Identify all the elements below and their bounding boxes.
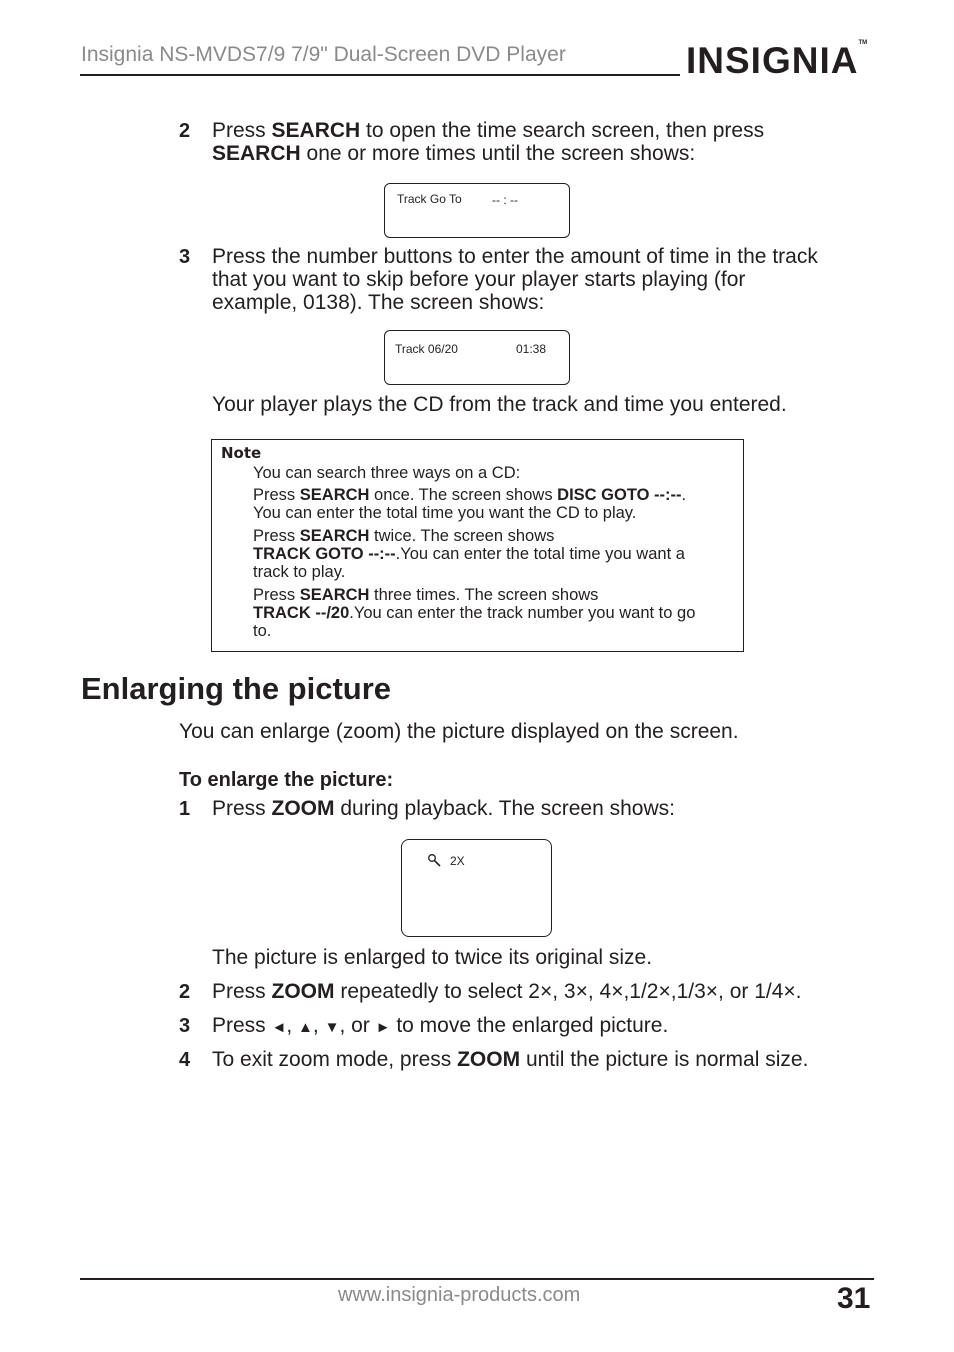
text-run: repeatedly to select 2×, 3×, 4×,1/2×,1/3×, or 1/4×. bbox=[334, 980, 802, 1003]
up-arrow-icon: ▲ bbox=[298, 1019, 313, 1036]
footer-rule bbox=[80, 1278, 874, 1280]
text-run: Press bbox=[212, 797, 272, 820]
text-run: To exit zoom mode, press bbox=[212, 1048, 458, 1071]
screen-value: -- : -- bbox=[492, 193, 518, 207]
screen-label: Track 06/20 bbox=[395, 342, 458, 356]
screen-code: TRACK GOTO --:-- bbox=[253, 545, 396, 563]
button-name: ZOOM bbox=[271, 797, 335, 820]
step-number: 2 bbox=[179, 981, 191, 1003]
text-run: Press bbox=[253, 486, 300, 504]
zoom-level: 2X bbox=[450, 854, 465, 868]
text-run: until the picture is normal size. bbox=[520, 1048, 809, 1071]
button-name: SEARCH bbox=[299, 527, 370, 545]
step-text bbox=[212, 797, 675, 820]
screen-code: TRACK --/20 bbox=[253, 604, 350, 622]
logo-trademark: TM bbox=[858, 40, 868, 46]
section-heading: Enlarging the picture bbox=[81, 671, 392, 706]
text-run: during playback. The screen shows: bbox=[334, 797, 675, 820]
header-rule bbox=[80, 74, 680, 76]
note-label: Note bbox=[221, 444, 262, 462]
step-number: 3 bbox=[179, 246, 191, 268]
text-run: to open the time search screen, then press bbox=[360, 119, 765, 142]
text-run: Press bbox=[253, 527, 300, 545]
text-run: .You can enter the track number you want to go bbox=[349, 604, 696, 622]
text-line: example, 0138). The screen shows: bbox=[212, 291, 545, 314]
text-run: once. The screen shows bbox=[369, 486, 558, 504]
text-run: You can enter the total time you want the CD to play. bbox=[253, 504, 637, 522]
text-run: one or more times until the screen shows: bbox=[300, 142, 696, 165]
step-text bbox=[212, 1014, 668, 1039]
running-header-title: Insignia NS-MVDS7/9 7/9" Dual-Screen DVD Player bbox=[81, 43, 566, 66]
button-name: SEARCH bbox=[271, 119, 361, 142]
text-run: Press bbox=[253, 586, 300, 604]
footer-url: www.insignia-products.com bbox=[338, 1284, 581, 1306]
insignia-logo bbox=[686, 40, 867, 82]
button-name: ZOOM bbox=[457, 1048, 521, 1071]
step-text bbox=[212, 1048, 808, 1071]
button-name: SEARCH bbox=[299, 586, 370, 604]
down-arrow-icon: ▼ bbox=[324, 1019, 340, 1036]
screen-display-track-go-to bbox=[384, 183, 570, 238]
text-run: three times. The screen shows bbox=[369, 586, 599, 604]
result-text: Your player plays the CD from the track and time you entered. bbox=[212, 393, 787, 416]
text-run: Press bbox=[212, 980, 272, 1003]
note-box bbox=[211, 439, 744, 652]
step-text bbox=[212, 980, 802, 1003]
note-paragraph bbox=[253, 527, 685, 581]
text-run: , bbox=[286, 1014, 299, 1037]
button-name: ZOOM bbox=[271, 980, 335, 1003]
step-number: 2 bbox=[179, 120, 191, 142]
button-name: SEARCH bbox=[299, 486, 370, 504]
logo-text: INSIGNIA bbox=[686, 40, 859, 81]
page-number: 31 bbox=[837, 1282, 871, 1315]
screen-display-zoom bbox=[401, 839, 552, 937]
result-text: The picture is enlarged to twice its original size. bbox=[212, 946, 653, 969]
section-intro: You can enlarge (zoom) the picture displayed on the screen. bbox=[179, 720, 739, 743]
step-text bbox=[212, 245, 818, 314]
text-run: track to play. bbox=[253, 563, 346, 581]
note-paragraph bbox=[253, 486, 686, 522]
step-number: 3 bbox=[179, 1015, 191, 1037]
text-run: Press bbox=[212, 119, 272, 142]
step-number: 4 bbox=[179, 1049, 191, 1071]
text-line: that you want to skip before your player starts playing (for bbox=[212, 268, 746, 291]
text-run: .You can enter the total time you want a bbox=[395, 545, 685, 563]
text-run: to move the enlarged picture. bbox=[390, 1014, 669, 1037]
note-intro: You can search three ways on a CD: bbox=[253, 464, 521, 482]
text-run: , or bbox=[339, 1014, 376, 1037]
step-text bbox=[212, 119, 764, 165]
screen-display-track-time bbox=[384, 330, 570, 385]
procedure-heading: To enlarge the picture: bbox=[179, 769, 394, 791]
note-paragraph bbox=[253, 586, 695, 640]
text-run: . bbox=[681, 486, 687, 504]
screen-code: DISC GOTO --:-- bbox=[557, 486, 682, 504]
left-arrow-icon: ◄ bbox=[271, 1019, 287, 1036]
text-run: Press bbox=[212, 1014, 272, 1037]
text-line: Press the number buttons to enter the amount of time in the track bbox=[212, 245, 818, 268]
right-arrow-icon: ► bbox=[375, 1019, 391, 1036]
text-run: , bbox=[312, 1014, 325, 1037]
screen-value: 01:38 bbox=[516, 342, 547, 356]
screen-label: Track Go To bbox=[397, 192, 462, 206]
text-run: twice. The screen shows bbox=[369, 527, 555, 545]
button-name: SEARCH bbox=[212, 142, 301, 165]
text-run: to. bbox=[253, 622, 272, 640]
step-number: 1 bbox=[179, 798, 191, 820]
magnifier-icon bbox=[427, 853, 443, 874]
